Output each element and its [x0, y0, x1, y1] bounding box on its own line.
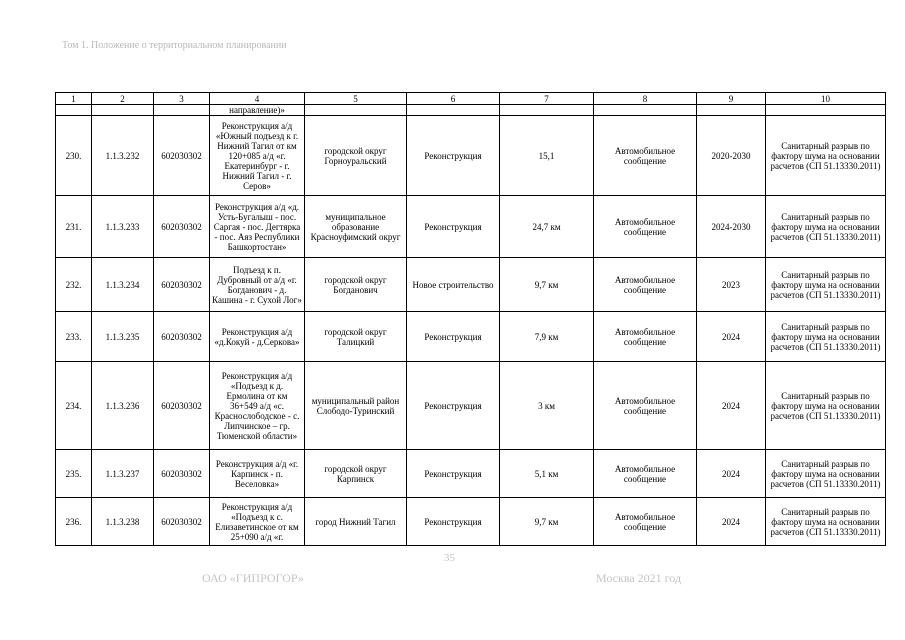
- cell-code: 1.1.3.233: [92, 196, 154, 258]
- cell-length: 3 км: [500, 362, 594, 450]
- cell-num: [56, 105, 92, 116]
- cell-name: Реконструкция а/д «Подъезд к с. Елизаветинское от км 25+090 а/д «г.: [210, 498, 305, 546]
- cell-type: Реконструкция: [407, 498, 500, 546]
- cell-type: [407, 105, 500, 116]
- cell-type: Реконструкция: [407, 450, 500, 498]
- cell-code: [92, 105, 154, 116]
- cell-period: 2024: [697, 498, 766, 546]
- cell-type: Новое строительство: [407, 258, 500, 312]
- cell-num: 236.: [56, 498, 92, 546]
- cell-period: 2023: [697, 258, 766, 312]
- cell-code: 1.1.3.237: [92, 450, 154, 498]
- cell-classifier: 602030302: [154, 312, 210, 362]
- column-header: 3: [154, 93, 210, 105]
- cell-purpose: Автомобильное сообщение: [594, 498, 697, 546]
- cell-num: 231.: [56, 196, 92, 258]
- cell-period: [697, 105, 766, 116]
- table-row: [56, 312, 886, 362]
- cell-location: городской округ Талицкий: [305, 312, 407, 362]
- column-header: 6: [407, 93, 500, 105]
- cell-classifier: 602030302: [154, 450, 210, 498]
- cell-location: муниципальный район Слободо-Туринский: [305, 362, 407, 450]
- table-row: [56, 498, 886, 546]
- table-row: [56, 362, 886, 450]
- cell-type: Реконструкция: [407, 116, 500, 196]
- cell-zone: Санитарный разрыв по фактору шума на основании расчетов (СП 51.13330.2011): [766, 196, 886, 258]
- cell-code: 1.1.3.235: [92, 312, 154, 362]
- cell-purpose: Автомобильное сообщение: [594, 362, 697, 450]
- cell-period: 2020-2030: [697, 116, 766, 196]
- cell-period: 2024: [697, 450, 766, 498]
- cell-name: Реконструкция а/д «д. Усть-Бугалыш - пос. Саргая - пос. Дегтярка - пос. Аяз Республики Башкортостан»: [210, 196, 305, 258]
- column-header: 8: [594, 93, 697, 105]
- cell-type: Реконструкция: [407, 196, 500, 258]
- cell-purpose: Автомобильное сообщение: [594, 116, 697, 196]
- cell-classifier: 602030302: [154, 196, 210, 258]
- table-row: [56, 450, 886, 498]
- cell-location: [305, 105, 407, 116]
- cell-location: город Нижний Тагил: [305, 498, 407, 546]
- column-header: 4: [210, 93, 305, 105]
- cell-period: 2024-2030: [697, 196, 766, 258]
- cell-type: Реконструкция: [407, 362, 500, 450]
- column-header: 7: [500, 93, 594, 105]
- cell-zone: Санитарный разрыв по фактору шума на основании расчетов (СП 51.13330.2011): [766, 450, 886, 498]
- planning-table: [55, 92, 886, 546]
- cell-location: муниципальное образование Красноуфимский округ: [305, 196, 407, 258]
- cell-zone: Санитарный разрыв по фактору шума на основании расчетов (СП 51.13330.2011): [766, 116, 886, 196]
- cell-name: направление)»: [210, 105, 305, 116]
- column-header: 1: [56, 93, 92, 105]
- table-row: [56, 116, 886, 196]
- cell-length: 9,7 км: [500, 258, 594, 312]
- cell-zone: Санитарный разрыв по фактору шума на основании расчетов (СП 51.13330.2011): [766, 312, 886, 362]
- column-header: 9: [697, 93, 766, 105]
- cell-purpose: Автомобильное сообщение: [594, 258, 697, 312]
- cell-classifier: [154, 105, 210, 116]
- footer-company: ОАО «ГИПРОГОР»: [202, 571, 304, 585]
- cell-length: 9,7 км: [500, 498, 594, 546]
- cell-purpose: Автомобильное сообщение: [594, 450, 697, 498]
- cell-location: городской округ Горноуральский: [305, 116, 407, 196]
- cell-length: 15,1: [500, 116, 594, 196]
- cell-zone: Санитарный разрыв по фактору шума на основании расчетов (СП 51.13330.2011): [766, 362, 886, 450]
- cell-length: 24,7 км: [500, 196, 594, 258]
- table-row: [56, 196, 886, 258]
- running-header: Том 1. Положение о территориальном планировании: [62, 40, 287, 51]
- cell-num: 234.: [56, 362, 92, 450]
- cell-num: 232.: [56, 258, 92, 312]
- cell-classifier: 602030302: [154, 362, 210, 450]
- footer-city-year: Москва 2021 год: [596, 571, 682, 585]
- cell-name: Подъезд к п. Дубровный от а/д «г. Богданович - д. Кашина - г. Сухой Лог»: [210, 258, 305, 312]
- cell-classifier: 602030302: [154, 498, 210, 546]
- cell-length: 5,1 км: [500, 450, 594, 498]
- cell-zone: Санитарный разрыв по фактору шума на основании расчетов (СП 51.13330.2011): [766, 498, 886, 546]
- cell-name: Реконструкция а/д «д.Кокуй - д.Серкова»: [210, 312, 305, 362]
- column-number-row: [56, 93, 886, 105]
- cell-num: 233.: [56, 312, 92, 362]
- cell-code: 1.1.3.238: [92, 498, 154, 546]
- table-row: [56, 258, 886, 312]
- cell-name: Реконструкция а/д «Южный подъезд к г. Нижний Тагил от км 120+085 а/д «г. Екатеринбург - г. Нижний Тагил - г. Серов»: [210, 116, 305, 196]
- cell-purpose: Автомобильное сообщение: [594, 196, 697, 258]
- cell-num: 230.: [56, 116, 92, 196]
- cell-length: 7,9 км: [500, 312, 594, 362]
- column-header: 2: [92, 93, 154, 105]
- cell-zone: [766, 105, 886, 116]
- cell-name: Реконструкция а/д «г. Карпинск - п. Веселовка»: [210, 450, 305, 498]
- cell-code: 1.1.3.236: [92, 362, 154, 450]
- cell-location: городской округ Карпинск: [305, 450, 407, 498]
- cell-code: 1.1.3.234: [92, 258, 154, 312]
- cell-period: 2024: [697, 362, 766, 450]
- cell-zone: Санитарный разрыв по фактору шума на основании расчетов (СП 51.13330.2011): [766, 258, 886, 312]
- cell-classifier: 602030302: [154, 258, 210, 312]
- cell-period: 2024: [697, 312, 766, 362]
- cell-purpose: Автомобильное сообщение: [594, 312, 697, 362]
- cell-num: 235.: [56, 450, 92, 498]
- cell-name: Реконструкция а/д «Подъезд к д. Ермолина от км 36+549 а/д «с. Краснослободское - с. Липчинское – гр. Тюменской области»: [210, 362, 305, 450]
- cell-length: [500, 105, 594, 116]
- cell-classifier: 602030302: [154, 116, 210, 196]
- cell-code: 1.1.3.232: [92, 116, 154, 196]
- page-number: 35: [444, 552, 455, 564]
- cell-location: городской округ Богданович: [305, 258, 407, 312]
- cell-type: Реконструкция: [407, 312, 500, 362]
- continuation-row: [56, 105, 886, 116]
- cell-purpose: [594, 105, 697, 116]
- column-header: 5: [305, 93, 407, 105]
- column-header: 10: [766, 93, 886, 105]
